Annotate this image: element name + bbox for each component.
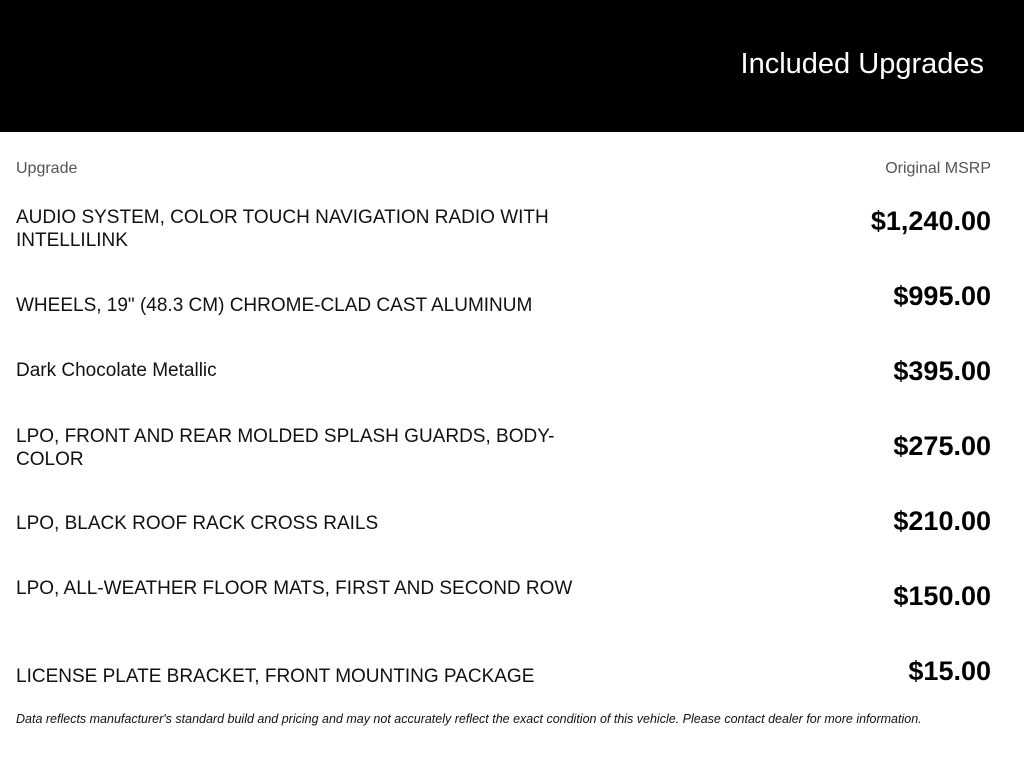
upgrade-price: $995.00 (893, 281, 991, 311)
upgrade-price: $275.00 (893, 431, 991, 461)
upgrade-price: $210.00 (893, 506, 991, 536)
page-title: Included Upgrades (740, 48, 984, 80)
upgrade-price: $15.00 (908, 656, 991, 686)
upgrade-row (16, 275, 991, 350)
column-headers (16, 160, 991, 180)
msrp-column-header: Original MSRP (885, 160, 991, 177)
upgrade-price: $1,240.00 (870, 206, 991, 236)
upgrade-name: LPO, BLACK ROOF RACK CROSS RAILS (16, 513, 379, 534)
upgrade-name: AUDIO SYSTEM, COLOR TOUCH NAVIGATION RADIO WITH INTELLILINK (16, 207, 549, 251)
upgrade-row (16, 350, 991, 425)
upgrade-row (16, 575, 991, 650)
upgrade-name: LPO, ALL-WEATHER FLOOR MATS, FIRST AND SECOND ROW (16, 578, 573, 599)
upgrade-name: WHEELS, 19" (48.3 CM) CHROME-CLAD CAST ALUMINUM (16, 295, 533, 316)
upgrade-row (16, 200, 991, 275)
upgrade-column-header: Upgrade (16, 160, 78, 177)
upgrades-list (16, 200, 991, 725)
header-banner (0, 0, 1024, 132)
upgrade-name: LICENSE PLATE BRACKET, FRONT MOUNTING PACKAGE (16, 666, 535, 687)
upgrade-row (16, 500, 991, 575)
upgrade-row (16, 425, 991, 500)
upgrade-name: Dark Chocolate Metallic (16, 360, 217, 381)
disclaimer-text: Data reflects manufacturer's standard build and pricing and may not accurately reflect the exact condition of this vehicle. Please contact dealer for more information. (16, 712, 922, 726)
upgrade-name: LPO, FRONT AND REAR MOLDED SPLASH GUARDS, BODY-COLOR (16, 426, 555, 470)
upgrade-price: $150.00 (893, 581, 991, 611)
upgrade-price: $395.00 (893, 356, 991, 386)
